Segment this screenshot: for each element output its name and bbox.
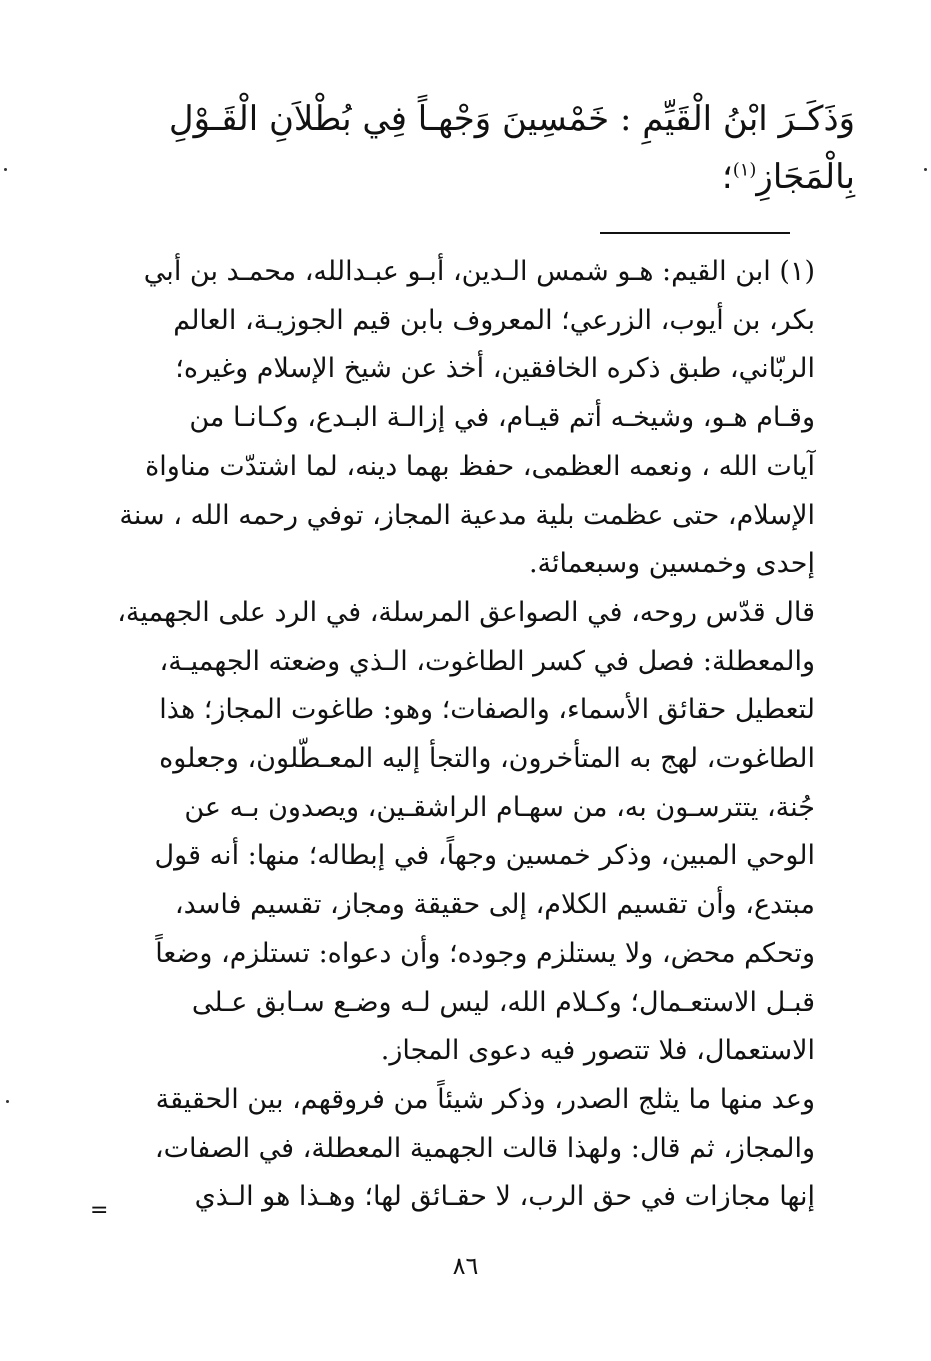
footnote-line: آيات الله ، ونعمه العظمى، حفظ بهما دينه، لما اشتدّت مناواة bbox=[145, 450, 815, 482]
footnote-line bbox=[115, 248, 815, 297]
footnote-line: قبـل الاستعـمال؛ وكـلام الله، ليس لـه وضـع سـابق عـلى bbox=[191, 986, 815, 1018]
footnote-line: إنها مجازات في حق الرب، لا حقـائق لها؛ وهـذا هو الـذي bbox=[194, 1181, 815, 1213]
scan-speck bbox=[4, 168, 7, 171]
footnote-separator bbox=[600, 232, 790, 234]
main-text bbox=[115, 90, 855, 206]
footnote-line-text: ابن القيم: هـو شمس الـدين، أبـو عبـدالله، محمـد بن أبي bbox=[143, 256, 771, 287]
footnote-reference: (١) bbox=[732, 159, 757, 181]
footnote-line: الوحي المبين، وذكر خمسين وجهاً، في إبطاله؛ منها: أنه قول bbox=[154, 840, 815, 872]
continuation-mark: = bbox=[90, 1198, 109, 1223]
footnote-line: الاستعمال، فلا تتصور فيه دعوى المجاز. bbox=[380, 1035, 815, 1067]
main-line-1: وَذَكَـرَ ابْنُ الْقَيِّمِ : خَمْسِينَ وَجْهـاً فِي بُطْلاَنِ الْقَـوْلِ bbox=[168, 99, 855, 139]
footnote-line: الطاغوت، لهج به المتأخرون، والتجأ إليه المعـطّلون، وجعلوه bbox=[159, 743, 815, 775]
footnote-line: مبتدع، وأن تقسيم الكلام، إلى حقيقة ومجاز، تقسيم فاسد، bbox=[174, 889, 815, 921]
footnote-line: الإسلام، حتى عظمت بلية مدعية المجاز، توفي رحمه الله ، سنة bbox=[119, 499, 815, 531]
footnote-line: بكر، بن أيوب، الزرعي؛ المعروف بابن قيم الجوزيـة، العالم bbox=[173, 304, 815, 336]
footnote-line: إحدى وخمسين وسبعمائة. bbox=[528, 548, 815, 580]
footnote-line: والمجاز، ثم قال: ولهذا قالت الجهمية المعطلة، في الصفات، bbox=[154, 1132, 815, 1164]
footnote-line: جُنة، يتترسـون به، من سهـام الراشقـين، ويصدون بـه عن bbox=[184, 791, 815, 823]
footnote-line: والمعطلة: فصل في كسر الطاغوت، الـذي وضعته الجهميـة، bbox=[159, 645, 815, 677]
footnote-line: قال قدّس روحه، في الصواعق المرسلة، في الرد على الجهمية، bbox=[117, 596, 815, 628]
main-line-2 bbox=[115, 148, 855, 206]
footnote-line: وعد منها ما يثلج الصدر، وذكر شيئاً من فروقهم، بين الحقيقة bbox=[155, 1083, 815, 1115]
footnote-marker: (١) bbox=[779, 256, 815, 287]
scan-speck bbox=[924, 168, 927, 171]
footnotes bbox=[115, 248, 815, 1222]
footnote-line: الربّاني، طبق ذكره الخافقين، أخذ عن شيخ الإسلام وغيره؛ bbox=[175, 353, 815, 385]
footnote-line: وتحكم محض، ولا يستلزم وجوده؛ وأن دعواه: تستلزم، وضعاً bbox=[155, 937, 815, 969]
scan-speck bbox=[6, 1100, 9, 1103]
main-line-2-end: ؛ bbox=[721, 157, 733, 197]
footnote-line: لتعطيل حقائق الأسماء، والصفات؛ وهو: طاغوت المجاز؛ هذا bbox=[159, 694, 815, 726]
main-line-2-text: بِالْمَجَازِ bbox=[756, 157, 855, 197]
footnote-line: وقـام هـو، وشيخـه أتم قيـام، في إزالـة البـدع، وكـانـا من bbox=[189, 402, 815, 434]
page-number: ٨٦ bbox=[452, 1252, 479, 1280]
